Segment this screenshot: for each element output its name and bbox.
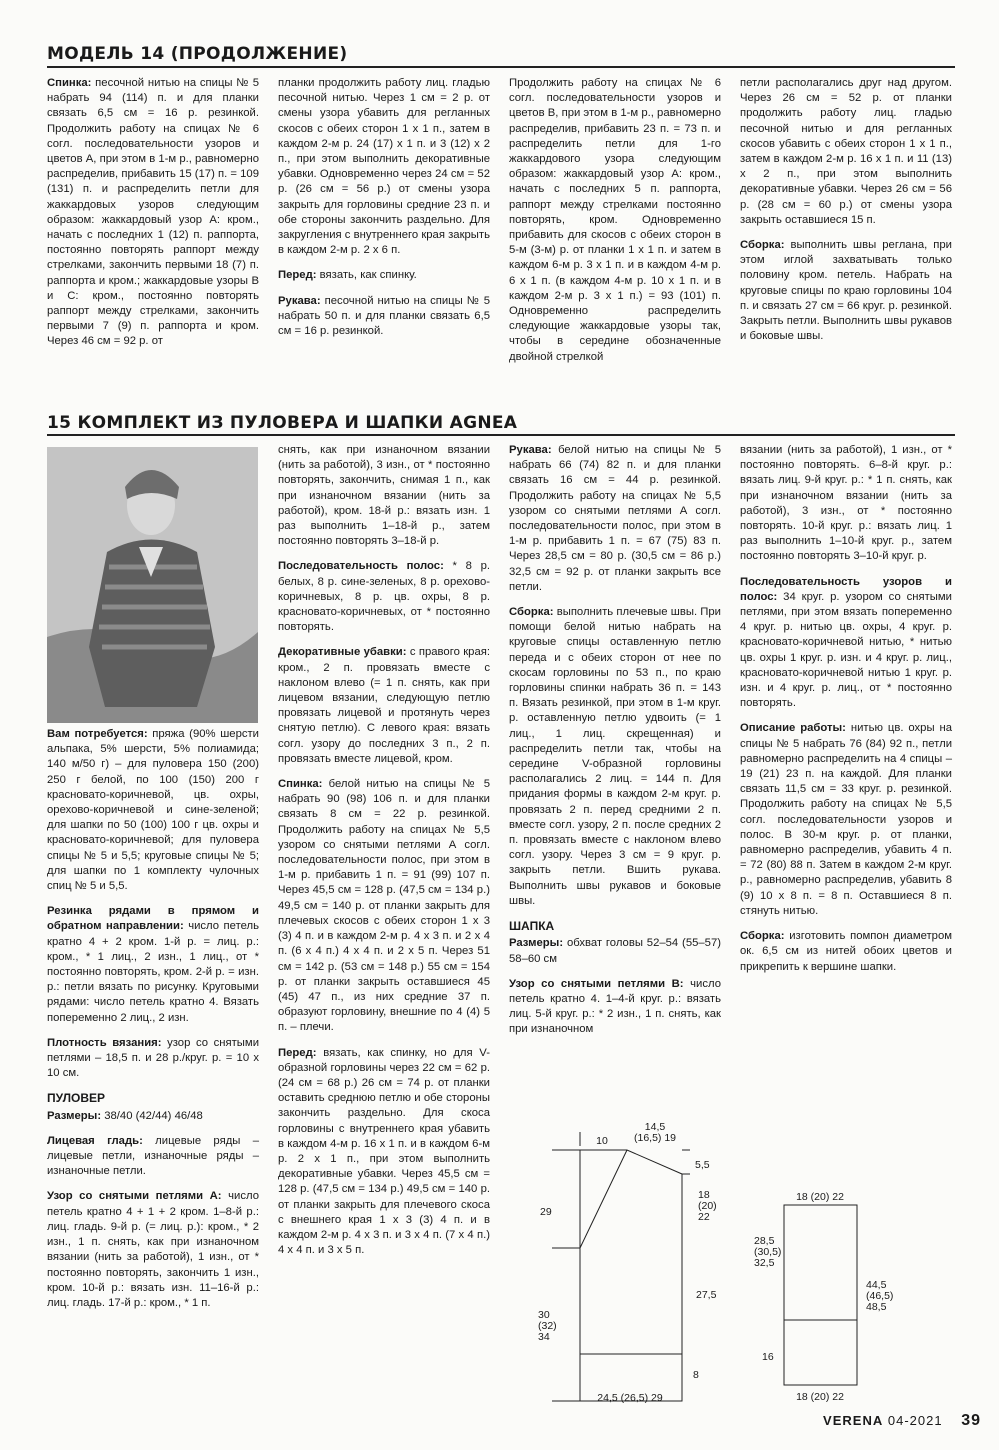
paragraph bbox=[740, 575, 952, 712]
paragraph bbox=[278, 645, 490, 767]
paragraph-text: вязании (нить за работой), 1 изн., от * постоянно повторять. 6–8-й круг. р.: вязать лиц. 9-й круг. р.: * 1 п. снять, как при изнаночном вязании (нить за работой), 3 изн., от * постоянно повторять. 10-й круг. р.: вязать лиц. 1 раз выполнить 1–10-й круг. р., затем постоянно повторять 3–10-й круг. р. bbox=[740, 444, 952, 563]
pullover-outline bbox=[580, 1150, 682, 1401]
paragraph-text: с правого края: кром., 2 п. провязать вместе с наклоном влево (= 1 п. снять, как при лицевом вязании, следующую петлю провязать лицевой и протянуть через снятую петлю). С левого края: вязать согл. узору до последних 3 п., 2 п. провязать вместе лицевой, кром. bbox=[278, 646, 490, 765]
paragraph bbox=[47, 1091, 259, 1106]
paragraph-label: Последовательность узоров и полос: bbox=[740, 575, 952, 603]
paragraph-label: Последовательность полос: bbox=[278, 560, 444, 573]
paragraph-text: лицевые ряды – лицевые петли, изнаночные ряды – изнаночные петли. bbox=[47, 1134, 260, 1178]
paragraph bbox=[278, 443, 490, 549]
paragraph-text: * 8 р. белых, 8 р. сине-зеленых, 8 р. орехово-коричневых, 8 р. цв. охры, 8 р. красновато-коричневых, от * постоянно повторять. bbox=[278, 560, 490, 634]
paragraph bbox=[47, 1109, 259, 1124]
paragraph-label: Лицевая гладь: bbox=[47, 1134, 143, 1147]
paragraph bbox=[278, 777, 490, 1035]
model14-rule bbox=[47, 66, 955, 68]
paragraph-text: 34 круг. р. узором со снятыми петлями, при этом вязать попеременно 4 круг. р. нитью цв. охры, 4 круг. р. красновато-коричневой нитью, * нитью цв. охры 1 круг. р. изн. и 4 круг. р. лиц., красновато-коричневой нитью 1 круг. р. изн. и 4 круг. р. лиц., от * постоянно повторять. bbox=[740, 590, 952, 710]
paragraph-label: ПУЛОВЕР bbox=[47, 1091, 106, 1106]
paragraph-text: пряжа (90% шерсти альпака, 5% шерсти, 5% полиамида; 140 м/50 г) – для пуловера 150 (200) 250 г белой, по 100 (150) 200 г красновато-коричневой, цв. охры, орехово-коричневой и сине-зеленой; для шапки по 50 (100) 100 г цв. охры и красновато-коричневой; для пуловера спицы № 5 и 5,5; круговые спицы № 5; для шапки по 1 комплекту чулочных спиц № 5 и 5,5. bbox=[47, 728, 259, 893]
paragraph-text: число петель кратно 4. 1–4-й круг. р.: вязать лиц. 5-й круг. р.: * 2 изн., 1 п. снять, как при изнаночном bbox=[509, 977, 721, 1036]
paragraph-text: снять, как при изнаночном вязании (нить за работой), 3 изн., от * постоянно повторять, закончить, снимая 1 п., как при изнаночном вязании (нить за работой), кром. 18-й р.: вязать изн. 1 раз выполнить 1–18-й р., затем постоянно повторять 3–18-й р. bbox=[278, 444, 490, 548]
paragraph-text: песочной нитью на спицы № 5 набрать 50 п. и для планки связать 6,5 см = 16 р. резинкой. bbox=[278, 294, 490, 338]
dim-right-mid: 18 (20) 22 bbox=[698, 1189, 717, 1223]
sleeve-outline bbox=[784, 1205, 857, 1385]
paragraph-label: Рукава: bbox=[278, 294, 321, 307]
paragraph-label: ШАПКА bbox=[509, 919, 555, 934]
paragraph bbox=[740, 721, 952, 919]
paragraph-text: 38/40 (42/44) 46/48 bbox=[101, 1109, 203, 1122]
paragraph bbox=[278, 294, 490, 340]
pullover-schematic bbox=[530, 1118, 750, 1408]
paragraph-label: Перед: bbox=[278, 269, 317, 282]
paragraph-text: петли располагались друг над другом. Через 26 см = 52 р. от планки продолжить работу лиц. гладью песочной нитью и для регланных скосов убавить с обеих сторон 1 х 1 п., затем в каждом 2-м р. 16 х 1 п. и 11 (13) х 2 п., при этом выполнить декоративные убавки. Через 26 см = 56 р. (28 см = 60 р.) от смены узора закрыть оставшиеся 15 п. bbox=[740, 77, 952, 226]
paragraph-text: вязать, как спинку, но для V-образной горловины через 22 см = 62 р. (24 см = 68 р.) 26 см = 74 р. от планки оставить среднюю петлю и обе стороны закончить раздельно. Для скоса горловины с внутреннего края убавить в каждом 4-м р. 16 х 1 п. и в каждом 6-м р. 2 х 1 п., при этом выполнить декоративные убавки. Через 45,5 см = 128 р. (47,5 см = 134 р.) 49,5 см = 140 р. от планки закрыть для плечевого скоса с внешнего края 1 х 3 (3) 4 п. и в каждом 2-м р. 4 х 3 п. и 3 х 4 п. (7 х 4 п.) 4 х 4 п. и 3 х 5 п. bbox=[278, 1046, 490, 1257]
page-number: 39 bbox=[961, 1412, 981, 1429]
paragraph-label: Вам потребуется: bbox=[47, 728, 148, 740]
paragraph bbox=[740, 443, 952, 565]
model15-rule bbox=[47, 434, 955, 436]
model15-col1 bbox=[47, 727, 259, 1321]
paragraph bbox=[509, 76, 721, 365]
dim-left-top: 29 bbox=[540, 1206, 552, 1218]
paragraph-label: Сборка: bbox=[740, 930, 785, 943]
paragraph bbox=[278, 559, 490, 635]
paragraph bbox=[740, 238, 952, 344]
paragraph-text: белой нитью на спицы № 5 набрать 66 (74) 82 п. и для планки связать 16 см = 44 р. резинкой. Продолжить работу на спицах № 5,5 узором со снятыми петлями А согл. последовательности полос, при этом в 1-м р. прибавить 1 п. = 67 (75) 83 п. Через 28,5 см = 80 р. (30,5 см = 86 р.) 32,5 см = 92 р. от планки закрыть все петли. bbox=[509, 444, 721, 593]
paragraph-text: число петель кратно 4 + 1 + 2 кром. 1–8-й р.: лиц. гладь. 9-й р. (= лиц. р.): кром., * 2 изн., 1 п. снять, как при изнаночном вязании (нить за работой), 1 изн., от * постоянно повторять, закончить 1 изн., кром. 10-й р.: вязать изн. 11–16-й р.: лиц. гладь. 17-й р.: кром., * 1 п. bbox=[47, 1190, 259, 1309]
paragraph-text: обхват головы 52–54 (55–57) 58–60 см bbox=[509, 937, 721, 965]
sleeve-dim-left-bottom: 16 bbox=[762, 1351, 774, 1363]
paragraph-label: Декоративные убавки: bbox=[278, 646, 407, 659]
magazine-name: VERENA bbox=[823, 1413, 884, 1428]
paragraph bbox=[47, 1189, 259, 1311]
paragraph-text: планки продолжить работу лиц. гладью песочной нитью. Через 1 см = 2 р. от смены узора убавить для регланных скосов с обеих сторон 1 х 1 п., затем в каждом 2-м р. 24 (17) х 1 п. и 3 (12) х 2 п., при этом выполнить декоративные убавки. Одновременно через 24 см = 52 р. (26 см = 56 р.) от смены узора закрыть для горловины средние 23 п. и обе стороны закончить раздельно. Для закругления с внутреннего края закрыть в каждом 2-м р. 2 х 6 п. bbox=[278, 77, 490, 257]
sleeve-dim-top: 18 (20) 22 bbox=[796, 1191, 844, 1203]
paragraph bbox=[278, 268, 490, 283]
dim-top-left: 10 bbox=[596, 1135, 608, 1147]
paragraph-label: Спинка: bbox=[47, 77, 92, 89]
paragraph bbox=[509, 605, 721, 909]
model14-title: МОДЕЛЬ 14 (ПРОДОЛЖЕНИЕ) bbox=[47, 44, 348, 64]
paragraph bbox=[278, 1046, 490, 1259]
paragraph-text: вязать, как спинку. bbox=[316, 269, 417, 282]
paragraph-text: изготовить помпон диаметром ок. 6,5 см из нитей обоих цветов и прикрепить к вершине шапки. bbox=[740, 930, 952, 973]
dim-bottom: 24,5 (26,5) 29 bbox=[597, 1392, 663, 1404]
model15-col4 bbox=[740, 443, 952, 985]
paragraph-text: нитью цв. охры на спицы № 5 набрать 76 (84) 92 п., петли равномерно распределить на 4 спицы – 19 (21) 23 п. на каждой. Для планки связать 11,5 см = 33 круг. р. резинкой. Продолжить работу на спицах № 5,5 согл. последовательности узоров и полос. В 30-м круг. р. от планки, равномерно распределив, убавить 4 п. = 72 (80) 88 п. Затем в каждом 2-м круг. р., равномерно распределив, убавить 8 (9) 10 х 8 п. = 8 п. Оставшиеся 8 п. стянуть нитью. bbox=[740, 722, 953, 917]
paragraph bbox=[509, 977, 721, 1038]
model14-col1 bbox=[47, 76, 259, 360]
paragraph-label: Перед: bbox=[278, 1046, 317, 1059]
paragraph bbox=[47, 1036, 259, 1082]
dim-top-right: 14,5 (16,5) 19 bbox=[633, 1121, 677, 1144]
dim-right-top: 5,5 bbox=[695, 1159, 710, 1171]
paragraph-text: число петель кратно 4 + 2 кром. 1-й р. = лиц. р.: кром., * 1 лиц., 2 изн., 1 лиц., от * постоянно повторять, кром. 2-й р. = изн. р.: петли вязать по рисунку. Круговыми рядами: число петель кратно 4. Вязать попеременно 2 лиц., 2 изн. bbox=[47, 920, 259, 1024]
paragraph-label: Резинка рядами в прямом и обратном направлении: bbox=[47, 905, 259, 933]
paragraph bbox=[509, 936, 721, 966]
model15-col3 bbox=[509, 443, 721, 1048]
sleeve-schematic bbox=[750, 1180, 910, 1405]
paragraph-text: узор со снятыми петлями – 18,5 п. и 28 р./круг. р. = 10 х 10 см. bbox=[47, 1036, 259, 1080]
paragraph-label: Описание работы: bbox=[740, 722, 846, 735]
paragraph-label: Узор со снятыми петлями А: bbox=[47, 1190, 222, 1203]
sleeve-dim-bottom: 18 (20) 22 bbox=[796, 1391, 844, 1403]
dim-right-bottom: 8 bbox=[693, 1369, 699, 1381]
paragraph bbox=[509, 919, 721, 934]
model15-col2 bbox=[278, 443, 490, 1268]
dim-right-low: 27,5 bbox=[696, 1289, 717, 1301]
model15-title: 15 КОМПЛЕКТ ИЗ ПУЛОВЕРА И ШАПКИ AGNEA bbox=[47, 413, 518, 433]
model14-col3 bbox=[509, 76, 721, 375]
paragraph-label: Узор со снятыми петлями В: bbox=[509, 977, 684, 990]
paragraph-text: Продолжить работу на спицах № 6 согл. последовательности узоров и цветов В, при этом в 1-м р., равномерно распределив, прибавить 23 п. = 73 п. и распределить петли для 1-го жаккардового узора следующим образом: жаккардовый узор А: кром., начать с последних 5 п. раппорта, раппорт между стрелками постоянно повторять, кром. Одновременно прибавить для скосов с обеих сторон в 5-м (3-м) р. от планки 1 х 1 п. и затем в каждом 6-м р. 3 х 1 п. и в каждом 4-м р. 6 х 1 п. (в каждом 4-м р. 10 х 1 п. и в каждом 2-м р. 3 х 1 п.) = 93 (101) п. Одновременно распределить следующие жаккардовые узоры так, чтобы в середине обозначенные двойной стрелкой bbox=[509, 77, 721, 363]
sleeve-dim-left-top: 28,5 (30,5) 32,5 bbox=[754, 1235, 782, 1269]
page-footer bbox=[823, 1412, 981, 1430]
paragraph bbox=[47, 1134, 259, 1180]
paragraph-text: выполнить швы реглана, при этом иглой захватывать только половину кром. петель. Набрать на круговые спицы по краю горловины 104 п. и связать 27 см = 66 круг. р. резинкой. Закрыть петли. Выполнить швы рукавов и боковые швы. bbox=[740, 239, 952, 343]
paragraph-text: песочной нитью на спицы № 5 набрать 94 (114) п. и для планки связать 6,5 см = 16 р. резинкой. Продолжить работу на спицах № 6 согл. последовательности узоров и цветов А, при этом в 1-м р., равномерно распределив, прибавить 15 (17) п. = 109 (131) п. и распределить петли для жаккардовых узоров следующим образом: жаккардовый узор А: кром., начать с последних 1 (12) п. раппорта, постоянно повторять раппорт между стрелками, закончить первыми 18 (7) п. раппорта и кром.; жаккардовые узоры В и С: кром., постоянно повторять раппорт между стрелками, закончить первыми 7 (9) п. раппорта и кром. Через 46 см = 92 р. от bbox=[47, 77, 259, 348]
paragraph-text: выполнить плечевые швы. При помощи белой нитью набрать на круговые спицы оставленную петлю переда и с обеих сторон от нее по скосам горловины по 53 п., по краю горловины спинки набрать 36 п. = 143 п. Вязать резинкой, при этом в 1-м круг. р. оставленную петлю удвоить (= 1 лиц., 1 лиц. скрещенная) и распределить петли так, чтобы на середине V-образной горловины располагались 2 лиц. = 144 п. Для придания формы в каждом 2-м круг. р. провязать 2 п. перед средними 2 п. вместе согл. узору, 2 п. после средних 2 п. провязать вместе с наклоном влево согл. узору. Через 3 см = 9 круг. р. закрыть петли. Вшить рукава. Выполнить швы рукавов и боковые швы. bbox=[509, 606, 721, 907]
paragraph bbox=[47, 727, 259, 894]
paragraph-label: Размеры: bbox=[47, 1109, 102, 1122]
model-photo bbox=[47, 447, 258, 723]
dim-left-bottom: 30 (32) 34 bbox=[538, 1309, 557, 1343]
sleeve-dim-right: 44,5 (46,5) 48,5 bbox=[866, 1279, 894, 1313]
model14-col2 bbox=[278, 76, 490, 349]
model14-col4 bbox=[740, 76, 952, 354]
paragraph bbox=[47, 76, 259, 350]
paragraph-label: Рукава: bbox=[509, 444, 552, 456]
paragraph-label: Сборка: bbox=[509, 606, 554, 619]
neckline-line bbox=[580, 1150, 627, 1248]
paragraph bbox=[509, 443, 721, 595]
paragraph-label: Плотность вязания: bbox=[47, 1036, 162, 1049]
paragraph bbox=[278, 76, 490, 258]
issue-number: 04-2021 bbox=[887, 1413, 943, 1428]
paragraph-label: Размеры: bbox=[509, 937, 564, 950]
paragraph-label: Спинка: bbox=[278, 778, 323, 791]
paragraph bbox=[740, 76, 952, 228]
paragraph-text: белой нитью на спицы № 5 набрать 90 (98) 106 п. и для планки связать 8 см = 22 р. резинкой. Продолжить работу на спицах № 5,5 узором со снятыми петлями А согл. последовательности полос, при этом в 1-м р. прибавить 1 п. = 91 (99) 107 п. Через 45,5 см = 128 р. (47,5 см = 134 р.) 49,5 см = 140 р. от планки закрыть для плечевых скосов с обеих сторон 1 х 3 (3) 4 п. и в каждом 2-м р. 4 х 3 п. и 2 х 4 п. (6 х 4 п.) 4 х 4 п. и 2 х 5 п. Через 51 см = 142 р. (53 см = 148 р.) 55 см = 154 р. от планки закрыть оставшиеся 45 (45) 47 п., из них средние 37 п. образуют горловину, внешние по 4 (4) 5 п. – плечи. bbox=[278, 778, 490, 1034]
paragraph bbox=[47, 904, 259, 1026]
paragraph bbox=[740, 929, 952, 975]
paragraph-label: Сборка: bbox=[740, 239, 785, 252]
